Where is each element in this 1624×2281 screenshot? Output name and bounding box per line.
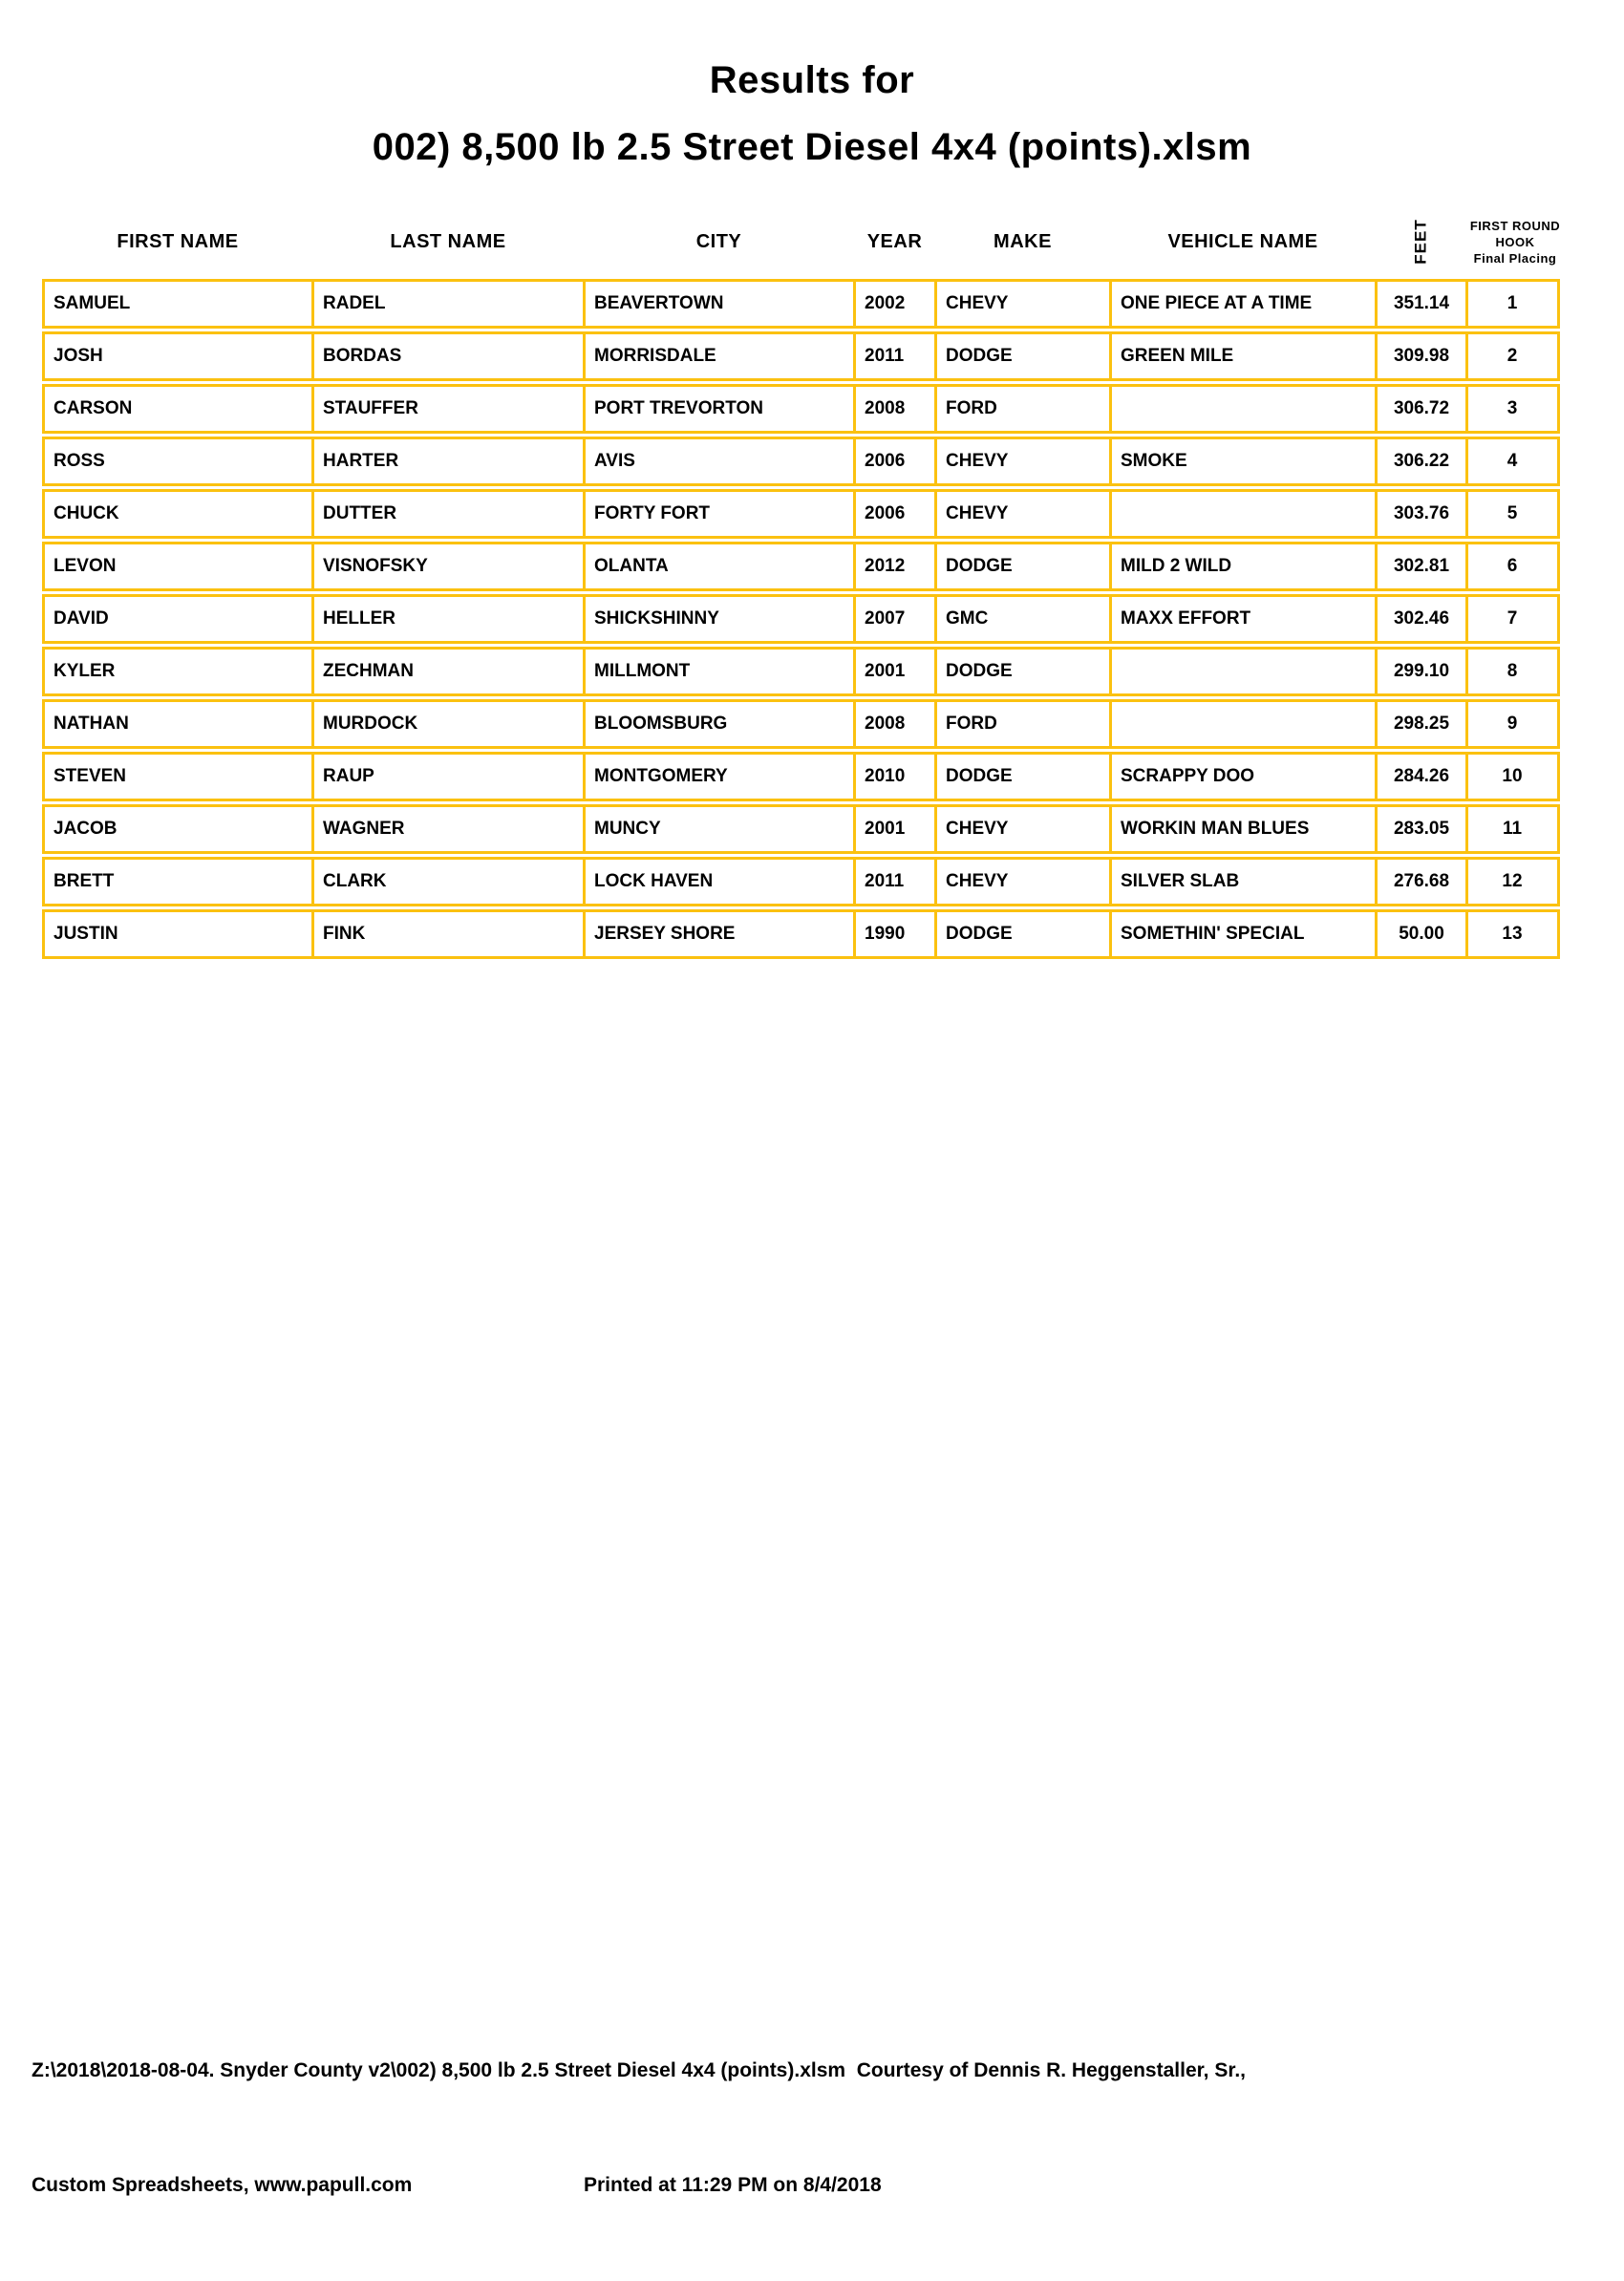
cell-final-placing: 4 <box>1465 439 1556 483</box>
table-row <box>42 594 1560 644</box>
cell-final-placing: 13 <box>1465 912 1556 956</box>
table-row <box>42 489 1560 539</box>
cell-vehicle-name: MILD 2 WILD <box>1109 544 1375 588</box>
table-row <box>42 542 1560 591</box>
cell-final-placing: 2 <box>1465 334 1556 378</box>
table-row <box>42 804 1560 854</box>
cell-city: AVIS <box>583 439 853 483</box>
cell-year: 2001 <box>853 650 934 693</box>
cell-first-name: KYLER <box>53 661 116 681</box>
cell-last-name: HELLER <box>311 597 583 641</box>
cell-year: 1990 <box>853 912 934 956</box>
cell-final-placing: 7 <box>1465 597 1556 641</box>
cell-final-placing: 10 <box>1465 755 1556 799</box>
cell-vehicle-name: SOMETHIN' SPECIAL <box>1109 912 1375 956</box>
cell-make: CHEVY <box>934 282 1109 326</box>
cell-final-placing: 6 <box>1465 544 1556 588</box>
cell-vehicle-name <box>1109 387 1375 431</box>
cell-make: CHEVY <box>934 860 1109 904</box>
cell-first-name: CHUCK <box>53 503 119 523</box>
cell-first-name: ROSS <box>53 451 105 471</box>
cell-first-name: LEVON <box>53 556 117 576</box>
column-header-vehicle-name: VEHICLE NAME <box>1167 231 1318 252</box>
cell-vehicle-name <box>1109 702 1375 746</box>
footer-printed-timestamp: Printed at 11:29 PM on 8/4/2018 <box>584 2174 882 2196</box>
cell-final-placing: 3 <box>1465 387 1556 431</box>
cell-make: DODGE <box>934 650 1109 693</box>
column-header-feet-label: FEET <box>1411 219 1430 265</box>
column-header-make: MAKE <box>994 231 1052 252</box>
cell-feet: 306.72 <box>1375 387 1465 431</box>
cell-make: DODGE <box>934 755 1109 799</box>
cell-city: BEAVERTOWN <box>583 282 853 326</box>
cell-last-name: RAUP <box>311 755 583 799</box>
cell-year: 2002 <box>853 282 934 326</box>
cell-year: 2007 <box>853 597 934 641</box>
cell-first-name: DAVID <box>53 608 109 629</box>
cell-make: DODGE <box>934 912 1109 956</box>
cell-year: 2010 <box>853 755 934 799</box>
column-header-placing-line3: Final Placing <box>1473 250 1557 266</box>
cell-feet: 309.98 <box>1375 334 1465 378</box>
column-header-city: CITY <box>695 231 742 252</box>
cell-year: 2011 <box>853 860 934 904</box>
cell-city: MORRISDALE <box>583 334 853 378</box>
footer-file-path: Z:\2018\2018-08-04. Snyder County v2\002) 8,500 lb 2.5 Street Diesel 4x4 (points).xlsm Courtesy of Dennis R. Heggenstaller, Sr., <box>32 2059 1247 2081</box>
cell-city: JERSEY SHORE <box>583 912 853 956</box>
cell-first-name: BRETT <box>53 871 115 891</box>
cell-first-name: CARSON <box>53 398 133 418</box>
cell-final-placing: 11 <box>1465 807 1556 851</box>
cell-vehicle-name: GREEN MILE <box>1109 334 1375 378</box>
cell-city: MUNCY <box>583 807 853 851</box>
cell-final-placing: 9 <box>1465 702 1556 746</box>
cell-first-name: SAMUEL <box>53 293 131 313</box>
cell-last-name: STAUFFER <box>311 387 583 431</box>
table-row <box>42 384 1560 434</box>
table-row <box>42 647 1560 696</box>
cell-final-placing: 12 <box>1465 860 1556 904</box>
column-header-final-placing <box>1459 208 1571 275</box>
cell-first-name: JOSH <box>53 346 103 366</box>
page-subtitle-filename: 002) 8,500 lb 2.5 Street Diesel 4x4 (points).xlsm <box>372 126 1252 168</box>
cell-make: CHEVY <box>934 439 1109 483</box>
cell-feet: 351.14 <box>1375 282 1465 326</box>
cell-make: DODGE <box>934 544 1109 588</box>
cell-make: FORD <box>934 387 1109 431</box>
table-row <box>42 699 1560 749</box>
cell-first-name: NATHAN <box>53 714 129 734</box>
cell-final-placing: 5 <box>1465 492 1556 536</box>
cell-last-name: ZECHMAN <box>311 650 583 693</box>
cell-final-placing: 1 <box>1465 282 1556 326</box>
cell-year: 2001 <box>853 807 934 851</box>
table-row <box>42 752 1560 801</box>
cell-make: CHEVY <box>934 492 1109 536</box>
cell-feet: 299.10 <box>1375 650 1465 693</box>
cell-year: 2008 <box>853 387 934 431</box>
cell-feet: 302.81 <box>1375 544 1465 588</box>
cell-make: FORD <box>934 702 1109 746</box>
column-header-placing-line2: HOOK <box>1495 234 1535 249</box>
cell-feet: 306.22 <box>1375 439 1465 483</box>
column-header-feet <box>1376 208 1466 275</box>
cell-vehicle-name: SILVER SLAB <box>1109 860 1375 904</box>
cell-vehicle-name: SCRAPPY DOO <box>1109 755 1375 799</box>
cell-vehicle-name: SMOKE <box>1109 439 1375 483</box>
page-footer <box>32 1975 1598 2281</box>
cell-last-name: RADEL <box>311 282 583 326</box>
page-title: Results for <box>709 59 915 101</box>
cell-year: 2008 <box>853 702 934 746</box>
cell-vehicle-name: WORKIN MAN BLUES <box>1109 807 1375 851</box>
cell-last-name: WAGNER <box>311 807 583 851</box>
footer-website: Custom Spreadsheets, www.papull.com <box>32 2174 413 2196</box>
table-row <box>42 437 1560 486</box>
cell-make: CHEVY <box>934 807 1109 851</box>
footer-second-line <box>32 2166 1598 2205</box>
cell-last-name: CLARK <box>311 860 583 904</box>
cell-last-name: DUTTER <box>311 492 583 536</box>
cell-vehicle-name: MAXX EFFORT <box>1109 597 1375 641</box>
cell-first-name: JUSTIN <box>53 924 118 944</box>
cell-feet: 303.76 <box>1375 492 1465 536</box>
cell-last-name: MURDOCK <box>311 702 583 746</box>
column-header-placing-line1: FIRST ROUND <box>1469 218 1561 233</box>
cell-last-name: FINK <box>311 912 583 956</box>
cell-year: 2011 <box>853 334 934 378</box>
cell-make: DODGE <box>934 334 1109 378</box>
cell-feet: 276.68 <box>1375 860 1465 904</box>
table-row <box>42 279 1560 329</box>
cell-first-name: JACOB <box>53 819 118 839</box>
cell-vehicle-name <box>1109 650 1375 693</box>
cell-feet: 50.00 <box>1375 912 1465 956</box>
cell-city: OLANTA <box>583 544 853 588</box>
cell-make: GMC <box>934 597 1109 641</box>
table-row <box>42 909 1560 959</box>
cell-last-name: VISNOFSKY <box>311 544 583 588</box>
cell-final-placing: 8 <box>1465 650 1556 693</box>
cell-year: 2006 <box>853 492 934 536</box>
cell-vehicle-name <box>1109 492 1375 536</box>
cell-feet: 283.05 <box>1375 807 1465 851</box>
cell-feet: 298.25 <box>1375 702 1465 746</box>
column-header-last-name: LAST NAME <box>390 231 506 252</box>
cell-city: PORT TREVORTON <box>583 387 853 431</box>
cell-last-name: HARTER <box>311 439 583 483</box>
cell-vehicle-name: ONE PIECE AT A TIME <box>1109 282 1375 326</box>
cell-first-name: STEVEN <box>53 766 127 786</box>
results-table <box>42 279 1560 962</box>
table-row <box>42 331 1560 381</box>
cell-year: 2006 <box>853 439 934 483</box>
cell-year: 2012 <box>853 544 934 588</box>
column-header-year: YEAR <box>866 231 923 252</box>
table-row <box>42 857 1560 906</box>
cell-last-name: BORDAS <box>311 334 583 378</box>
cell-city: SHICKSHINNY <box>583 597 853 641</box>
column-header-first-name: FIRST NAME <box>117 231 239 252</box>
cell-city: MILLMONT <box>583 650 853 693</box>
cell-city: MONTGOMERY <box>583 755 853 799</box>
cell-city: FORTY FORT <box>583 492 853 536</box>
cell-city: LOCK HAVEN <box>583 860 853 904</box>
cell-feet: 284.26 <box>1375 755 1465 799</box>
cell-city: BLOOMSBURG <box>583 702 853 746</box>
cell-feet: 302.46 <box>1375 597 1465 641</box>
